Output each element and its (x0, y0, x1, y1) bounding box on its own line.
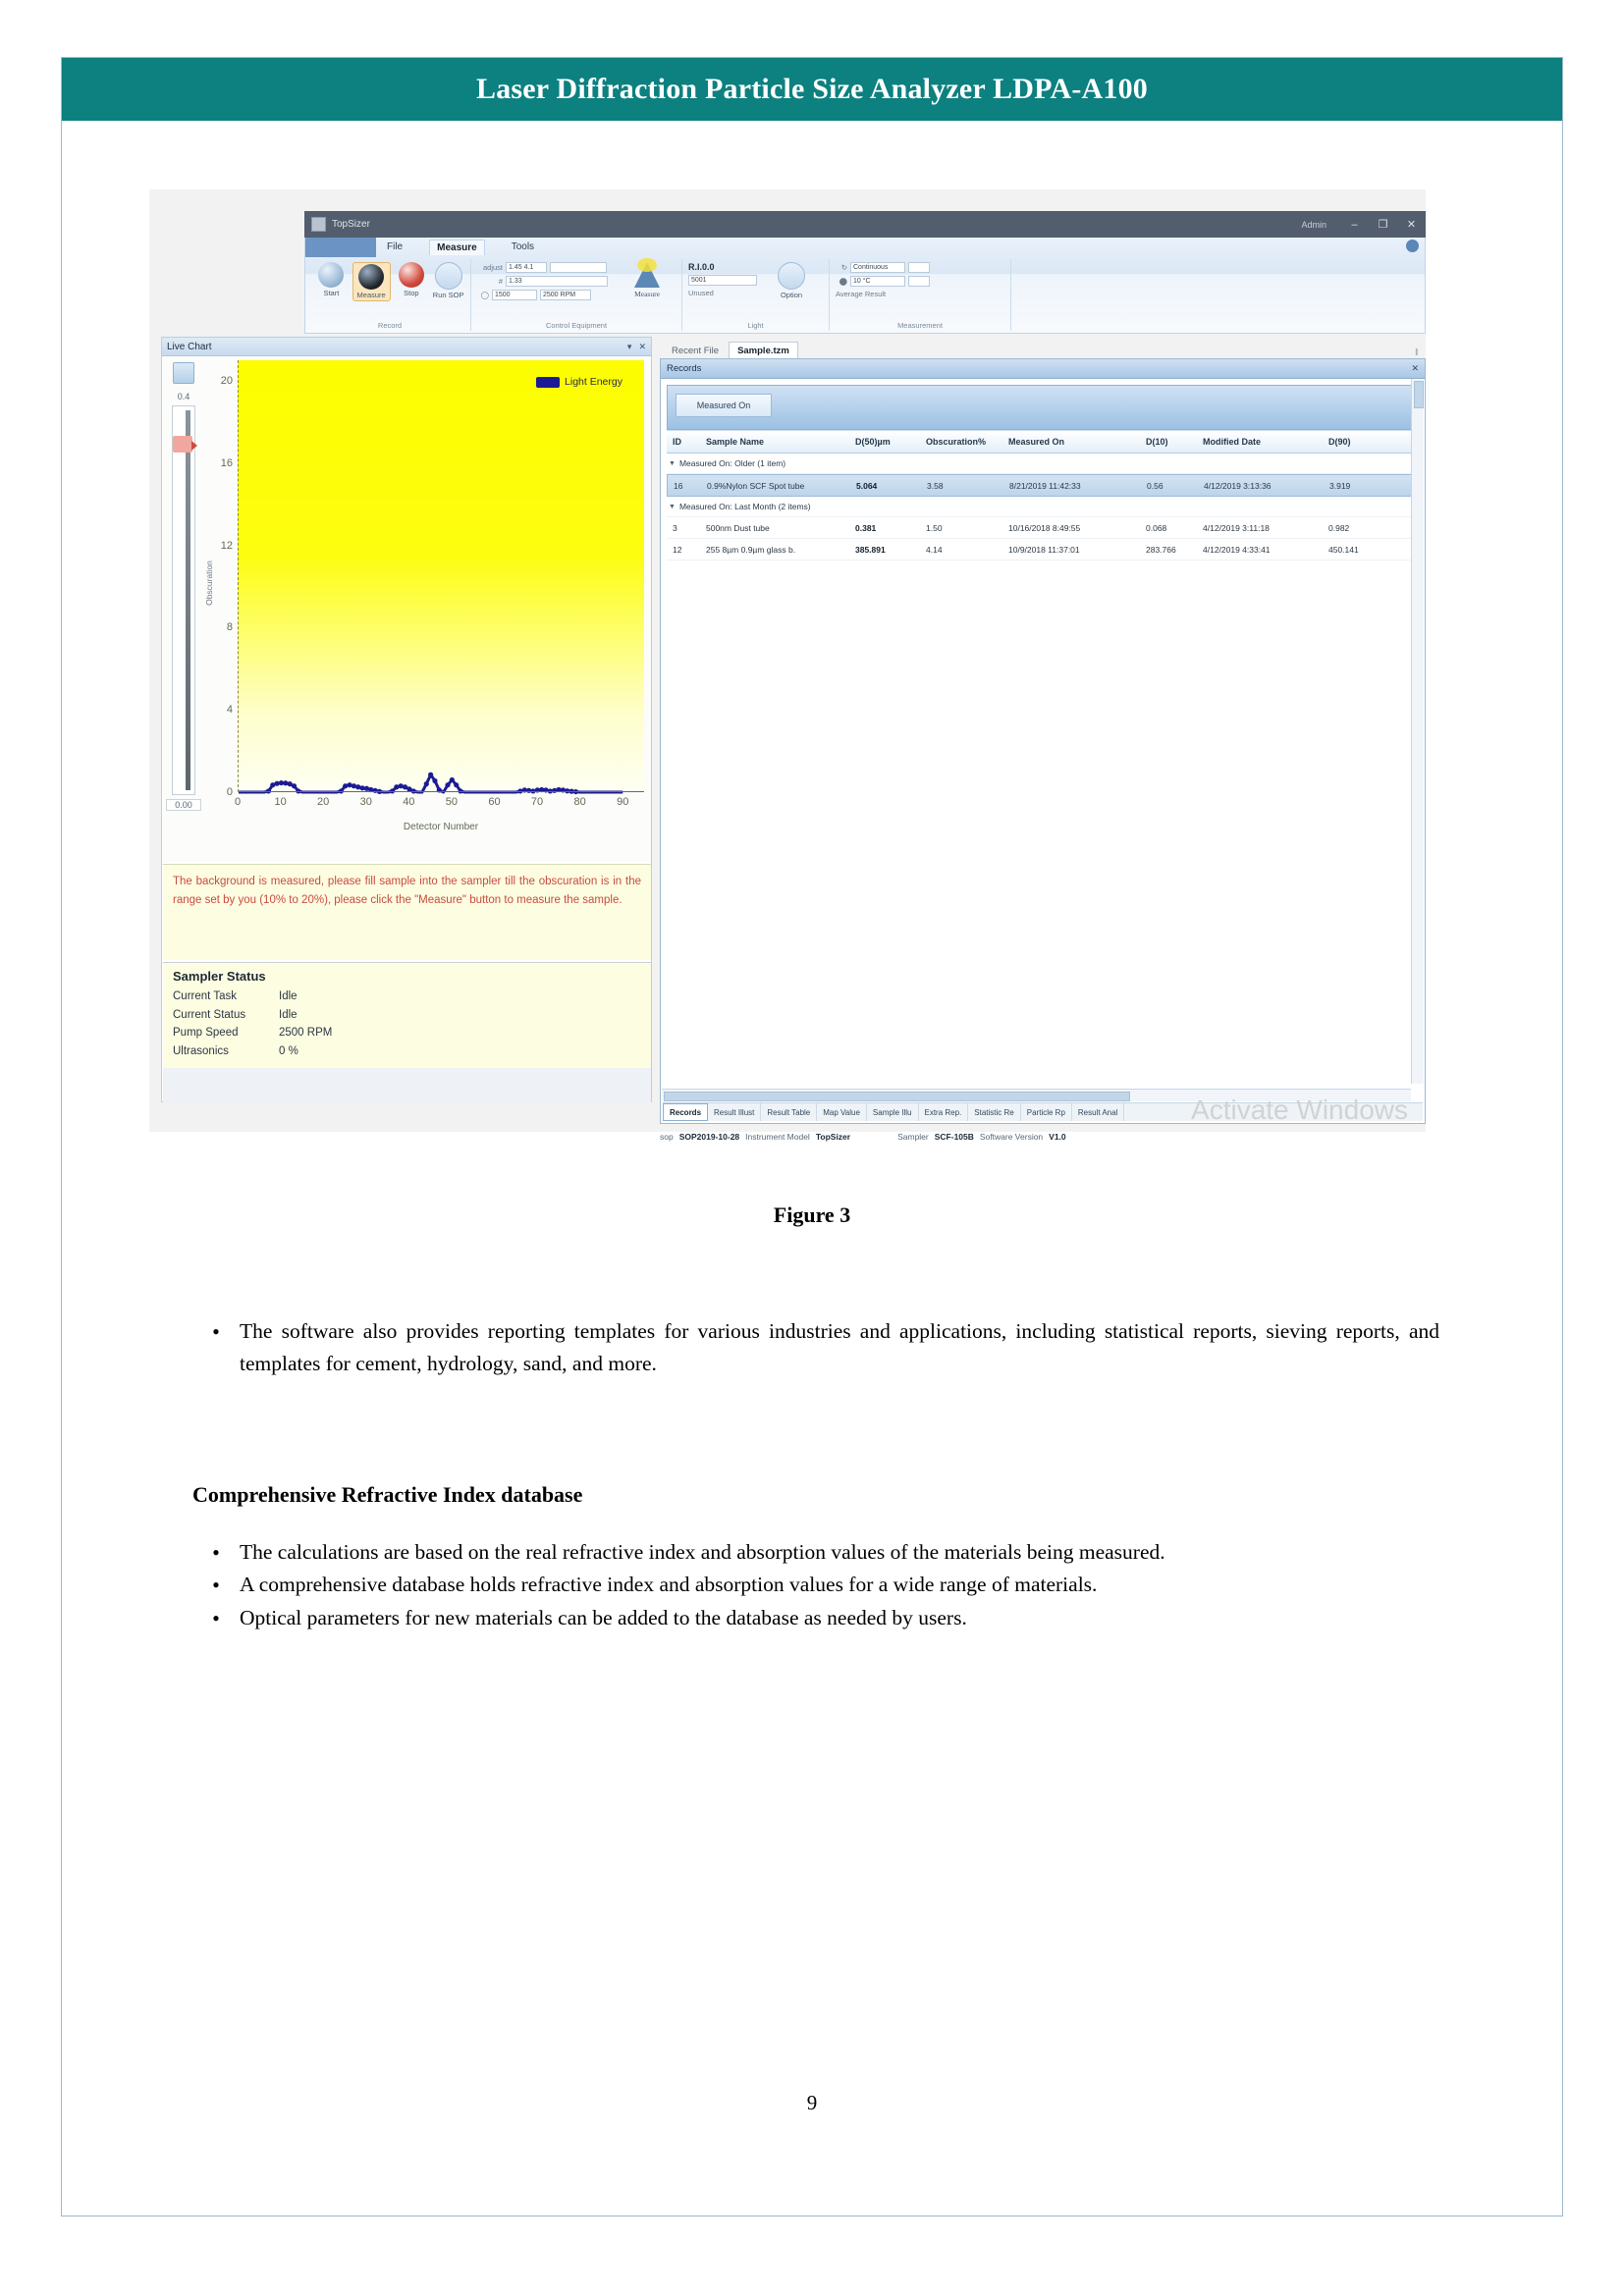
status-row (173, 1006, 641, 1025)
bullet-list-1 (192, 1315, 1439, 1379)
records-table-body (661, 454, 1425, 561)
table-cell: 4/12/2019 3:11:18 (1203, 522, 1270, 533)
app-logo-icon (311, 217, 326, 232)
table-cell: 0.56 (1147, 480, 1164, 491)
start-label: Start (323, 289, 340, 297)
table-cell: 500nm Dust tube (706, 522, 770, 533)
status-row (173, 988, 641, 1006)
table-group-label: Measured On: Older (1 item) (678, 458, 786, 468)
group-by-bar[interactable] (667, 385, 1419, 430)
chart-x-tick: 60 (488, 796, 501, 808)
banner-title: Laser Diffraction Particle Size Analyzer LDPA-A100 (475, 73, 1148, 105)
adjust-field[interactable]: 1.45 4.1 (506, 262, 547, 273)
list-item (192, 1569, 1439, 1601)
adjust-field-2[interactable] (550, 262, 607, 273)
bottom-tab[interactable]: Result Illust (708, 1103, 761, 1121)
chart-x-tick: 0 (234, 796, 242, 808)
bottom-tab[interactable]: Extra Rep. (919, 1103, 969, 1121)
document-tabs (660, 337, 1426, 358)
bottom-tab[interactable]: Sample Illu (867, 1103, 919, 1121)
section-heading: Comprehensive Refractive Index database (192, 1482, 583, 1507)
bottom-tab[interactable]: Result Table (761, 1103, 817, 1121)
chart-y-tick: 8 (226, 621, 233, 634)
table-cell: 3.58 (927, 480, 944, 491)
stop-icon (399, 262, 424, 288)
bullet-text: A comprehensive database holds refractive index and absorption values for a wide range of materials. (240, 1573, 1098, 1597)
help-icon[interactable] (1406, 240, 1419, 252)
measure-label: Measure (356, 291, 386, 299)
chart-x-tick: 20 (317, 796, 330, 808)
records-vertical-scrollbar[interactable] (1411, 379, 1424, 1084)
scroll-thumb-vertical[interactable] (1414, 381, 1424, 408)
table-cell: 4.14 (926, 544, 943, 555)
measurement-spin-2[interactable] (908, 276, 930, 287)
group-label-record: Record (377, 321, 403, 330)
live-chart-collapse-icon[interactable]: ▾ (626, 341, 632, 351)
bullet-text: Optical parameters for new materials can be added to the database as needed by users. (240, 1605, 967, 1629)
live-chart-title: Live Chart (167, 341, 212, 352)
measurement-spin-1[interactable] (908, 262, 930, 273)
chart-y-tick: 20 (220, 374, 233, 387)
time-icon: ⬤ (839, 277, 847, 286)
doc-tab-recent-file[interactable]: Recent File (672, 346, 720, 356)
pin-icon[interactable]: ‖ (1415, 347, 1418, 358)
chart-plot (206, 360, 646, 856)
table-cell: 4/12/2019 3:13:36 (1204, 480, 1272, 491)
light-sub2: Unused (688, 289, 714, 297)
bottom-tab[interactable]: Particle Rp (1021, 1103, 1072, 1121)
scroll-thumb-horizontal[interactable] (664, 1092, 1130, 1101)
status-row (173, 1024, 641, 1042)
chart-plot-area (238, 360, 644, 792)
obscuration-bottom-value: 0.00 (166, 799, 201, 811)
run-sop-label: Run SOP (432, 291, 464, 299)
ribbon-group-record (309, 259, 471, 331)
lamp-icon (634, 262, 660, 288)
sampler-status-title: Sampler Status (173, 969, 266, 984)
version-label: Software Version (979, 1132, 1044, 1142)
figure-caption: Figure 3 (773, 1202, 851, 1227)
status-value: Idle (279, 1008, 298, 1021)
bullet-dot: • (212, 1573, 220, 1598)
chart-series-svg (239, 360, 644, 792)
list-item (192, 1315, 1439, 1379)
lamp-label: Measure (634, 290, 660, 298)
sop-label: sop (660, 1132, 674, 1142)
legend-label-light-energy: Light Energy (565, 376, 623, 388)
option-icon (778, 262, 805, 290)
bullet-dot: • (212, 1605, 220, 1630)
table-column-header[interactable]: D(90) (1328, 437, 1351, 447)
list-item (192, 1536, 1439, 1569)
version-value: V1.0 (1049, 1132, 1066, 1142)
records-header (661, 359, 1425, 379)
table-column-header[interactable]: Modified Date (1203, 437, 1262, 447)
table-group-label: Measured On: Last Month (2 items) (678, 502, 811, 511)
chart-x-tick: 70 (530, 796, 544, 808)
sampler-label: Sampler (897, 1132, 929, 1142)
table-cell: 5.064 (856, 480, 878, 491)
pump-speed-field[interactable]: 1500 (492, 290, 537, 300)
table-group-row[interactable] (667, 454, 1419, 474)
table-column-header[interactable]: D(10) (1146, 437, 1168, 447)
bottom-tab[interactable]: Map Value (817, 1103, 867, 1121)
records-close-icon[interactable]: ✕ (1411, 363, 1419, 373)
bullet-text: The software also provides reporting templates for various industries and applications, including statistical reports, sieving reports, and templates for cement, hydrology, sand, and more. (240, 1319, 1439, 1375)
table-cell: 3.919 (1329, 480, 1351, 491)
chart-x-tick: 90 (617, 796, 629, 808)
chart-x-title: Detector Number (403, 822, 479, 832)
records-title: Records (667, 363, 702, 374)
table-column-header[interactable]: Measured On (1008, 437, 1065, 447)
close-button[interactable]: ✕ (1406, 219, 1417, 231)
obscuration-label: Obscuration (204, 561, 214, 606)
start-button[interactable] (315, 262, 348, 297)
chart-x-tick: 10 (274, 796, 287, 808)
bullet-text: The calculations are based on the real refractive index and absorption values of the materials being measured. (240, 1540, 1165, 1564)
status-value: 0 % (279, 1044, 298, 1057)
ribbon-tab-file[interactable]: File (387, 241, 404, 252)
status-key: Current Task (173, 990, 237, 1002)
table-row[interactable] (667, 474, 1419, 497)
group-label-measurement: Measurement (897, 321, 943, 330)
table-cell: 255 8µm 0.9µm glass b. (706, 544, 796, 555)
adjust-label: adjust (482, 263, 503, 272)
doc-tab-sample[interactable]: Sample.tzm (729, 342, 798, 358)
ri-label: # (498, 277, 503, 286)
records-status-line (660, 1128, 1426, 1146)
refresh-icon[interactable] (173, 362, 194, 384)
pump-icon: ◯ (480, 291, 489, 299)
table-cell: 283.766 (1146, 544, 1176, 555)
chart-x-axis (234, 796, 644, 816)
quick-access-toolbar[interactable] (305, 238, 376, 257)
bullet-list-2 (192, 1536, 1439, 1634)
measurement-time-field[interactable]: 10 °C (850, 276, 905, 287)
message-text: The background is measured, please fill sample into the sampler till the obscuration is in the range set by you (10% to 20%), please click the "Measure" button to measure the sample. (173, 876, 641, 906)
table-cell: 8/21/2019 11:42:33 (1009, 480, 1081, 491)
chart-y-axis (206, 360, 236, 798)
run-sop-button[interactable] (432, 262, 464, 299)
chart-x-tick: 40 (403, 796, 415, 808)
ribbon-group-control-equipment (471, 259, 682, 331)
obscuration-gauge (166, 360, 214, 856)
table-cell: 0.068 (1146, 522, 1167, 533)
table-cell: 3 (673, 522, 677, 533)
measure-icon (358, 264, 384, 290)
table-row[interactable] (667, 539, 1419, 561)
obscuration-track[interactable] (172, 405, 214, 795)
bottom-tab[interactable]: Records (663, 1103, 708, 1121)
status-value: 2500 RPM (279, 1027, 333, 1040)
sop-value: SOP2019-10-28 (678, 1132, 740, 1142)
light-option-button[interactable] (772, 262, 811, 299)
obscuration-top-value: 0.4 (177, 392, 190, 401)
sampler-status-panel (163, 962, 651, 1068)
run-sop-icon (435, 262, 462, 290)
stop-label: Stop (404, 289, 419, 297)
live-chart-dock (161, 337, 652, 1102)
table-group-row[interactable] (667, 497, 1419, 517)
records-panel (660, 358, 1426, 1124)
table-column-header[interactable]: Sample Name (706, 437, 765, 447)
model-label: Instrument Model (745, 1132, 810, 1142)
obscuration-marker[interactable] (173, 436, 192, 453)
chart-y-tick: 16 (220, 456, 233, 469)
chart-x-tick: 30 (359, 796, 372, 808)
table-column-header[interactable]: D(50)µm (855, 437, 891, 447)
ribbon (304, 238, 1426, 334)
chart-x-tick: 80 (573, 796, 586, 808)
obscuration-rail (186, 410, 190, 790)
cycle-icon: ↻ (840, 263, 847, 272)
figure-screenshot (149, 189, 1426, 1142)
lamp-button[interactable] (629, 262, 665, 298)
chart-y-tick: 4 (226, 704, 233, 717)
chart-y-tick: 12 (220, 539, 233, 552)
table-cell: 1.50 (926, 522, 943, 533)
ri-field[interactable]: 1.33 (506, 276, 608, 287)
maximize-button[interactable]: ❐ (1378, 219, 1388, 231)
table-cell: 10/16/2018 8:49:55 (1008, 522, 1081, 533)
light-sub-field[interactable]: 5001 (688, 275, 757, 286)
page-banner (62, 58, 1562, 121)
bottom-tab[interactable]: Statistic Re (968, 1103, 1020, 1121)
average-result-note: Average Result (836, 290, 887, 298)
table-column-header[interactable]: ID (673, 437, 681, 447)
chevron-down-icon[interactable]: ▼ (669, 459, 676, 467)
chart-y-tick: 0 (226, 786, 233, 798)
table-cell: 10/9/2018 11:37:01 (1008, 544, 1080, 555)
live-chart-header (162, 338, 651, 356)
table-cell: 4/12/2019 4:33:41 (1203, 544, 1271, 555)
group-by-chip[interactable]: Measured On (676, 394, 772, 417)
live-chart-close-icon[interactable]: ✕ (638, 341, 646, 351)
model-value: TopSizer (815, 1132, 851, 1142)
status-key: Pump Speed (173, 1027, 239, 1040)
chevron-down-icon[interactable]: ▼ (669, 503, 676, 510)
table-cell: 12 (673, 544, 682, 555)
ribbon-group-measurement (830, 259, 1011, 331)
application-window (304, 211, 1426, 334)
minimize-button[interactable]: – (1351, 218, 1358, 231)
window-titlebar (304, 211, 1426, 238)
table-column-header[interactable]: Obscuration% (926, 437, 987, 447)
table-cell: 0.381 (855, 522, 877, 533)
start-icon (318, 262, 344, 288)
status-key: Current Status (173, 1008, 246, 1021)
table-cell: 16 (674, 480, 683, 491)
records-table-header (667, 430, 1419, 454)
activate-windows-watermark: Activate Windows (1191, 1095, 1408, 1125)
user-label: Admin (1301, 219, 1326, 230)
table-cell: 0.982 (1328, 522, 1350, 533)
status-panel-filler (163, 1068, 651, 1102)
status-row (173, 1042, 641, 1061)
status-value: Idle (279, 990, 298, 1002)
records-dock (660, 337, 1426, 1142)
pump-speed-field-2[interactable]: 2500 RPM (540, 290, 591, 300)
measure-button[interactable] (352, 262, 391, 301)
stop-button[interactable] (396, 262, 428, 297)
table-cell: 385.891 (855, 544, 886, 555)
table-cell: 0.9%Nylon SCF Spot tube (707, 480, 805, 491)
table-row[interactable] (667, 517, 1419, 539)
group-label-control-equipment: Control Equipment (545, 321, 608, 330)
ribbon-tab-measure[interactable]: Measure (429, 240, 485, 255)
group-label-light: Light (747, 321, 764, 330)
ribbon-help[interactable] (1406, 240, 1419, 252)
status-key: Ultrasonics (173, 1044, 229, 1057)
measurement-mode-field[interactable]: Continuous (850, 262, 905, 273)
ribbon-group-empty (1011, 259, 1421, 331)
bullet-dot: • (212, 1540, 220, 1565)
page-number: 9 (806, 2091, 818, 2114)
ribbon-tab-tools[interactable]: Tools (511, 241, 535, 252)
chart-x-tick: 50 (445, 796, 459, 808)
list-item (192, 1602, 1439, 1634)
option-label: Option (780, 291, 803, 299)
light-value: R.I.0.0 (688, 262, 715, 272)
sampler-value: SCF-105B (934, 1132, 974, 1142)
bullet-dot: • (212, 1319, 220, 1344)
table-cell: 450.141 (1328, 544, 1359, 555)
ribbon-tabs (380, 240, 541, 255)
message-panel (163, 864, 651, 960)
live-chart-body (163, 356, 651, 862)
bottom-tab[interactable]: Result Anal (1072, 1103, 1124, 1121)
window-title: TopSizer (332, 219, 370, 230)
ribbon-group-light (682, 259, 830, 331)
